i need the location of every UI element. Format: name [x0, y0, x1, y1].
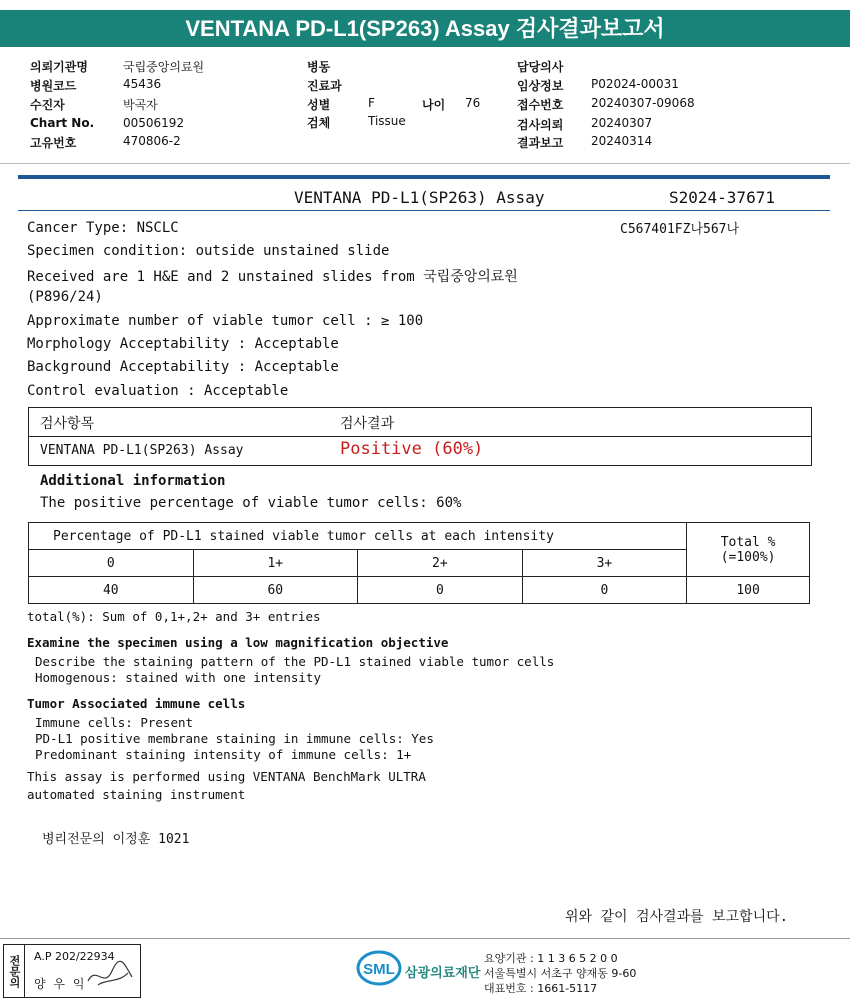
- report-line: Approximate number of viable tumor cell : ≥ 100: [27, 313, 424, 329]
- table-row: [29, 577, 810, 604]
- additional-info-text: The positive percentage of viable tumor cells: 60%: [40, 495, 462, 511]
- report-line: (P896/24): [27, 289, 103, 305]
- intensity-level: 1+: [193, 550, 358, 577]
- immune-line: Immune cells: Present: [35, 715, 194, 730]
- header-value: 박곡자: [123, 98, 158, 112]
- header-label: Chart No.: [30, 116, 95, 130]
- intensity-total: 100: [687, 577, 810, 604]
- intensity-level: 3+: [522, 550, 687, 577]
- intensity-value: 40: [29, 577, 194, 604]
- exam-line: Homogenous: stained with one intensity: [35, 670, 321, 685]
- immune-line: Predominant staining intensity of immune cells: 1+: [35, 747, 412, 762]
- stamp-line-2: 양 우 익: [34, 977, 87, 991]
- header-label: 고유번호: [30, 136, 77, 150]
- additional-info-title: Additional information: [40, 473, 226, 489]
- header-value: 20240307-09068: [591, 96, 695, 110]
- immune-title: Tumor Associated immune cells: [27, 696, 246, 711]
- total-header-line-2: (=100%): [720, 549, 776, 565]
- header-label: 진료과: [307, 79, 342, 93]
- result-table: [28, 407, 812, 466]
- specimen-code: C567401FZ나567나: [620, 222, 740, 237]
- header-label: 병동: [307, 60, 331, 74]
- sml-logo-icon: [356, 950, 402, 986]
- signature-icon: [84, 959, 136, 991]
- stamp-side-label: 전문의: [4, 945, 25, 997]
- footer-address-line: 요양기관 : 1 1 3 6 5 2 0 0: [484, 952, 618, 965]
- header-label: 성별: [307, 98, 331, 112]
- total-header: [687, 523, 810, 577]
- report-line: Control evaluation : Acceptable: [27, 383, 289, 399]
- age-value: 76: [465, 96, 481, 110]
- logo-text: SML: [363, 961, 395, 978]
- result-value: Positive (60%): [340, 439, 484, 459]
- intensity-value: 0: [522, 577, 687, 604]
- org-name: 삼광의료재단: [405, 966, 481, 981]
- header-label: 병원코드: [30, 79, 77, 93]
- footer-divider: [0, 938, 850, 939]
- header-value: Tissue: [368, 114, 406, 128]
- closing-statement: 위와 같이 검사결과를 보고합니다.: [565, 909, 789, 925]
- report-sub-rule: [18, 210, 830, 211]
- assay-note: automated staining instrument: [27, 787, 246, 802]
- report-line: Morphology Acceptability : Acceptable: [27, 336, 339, 352]
- result-header-item: 검사항목: [40, 416, 95, 432]
- header-label: 접수번호: [517, 98, 564, 112]
- total-header-line-1: Total %: [720, 534, 776, 550]
- report-line: Received are 1 H&E and 2 unstained slides from 국립중앙의료원: [27, 269, 518, 285]
- report-top-rule: [18, 175, 830, 179]
- header-value: 20240314: [591, 134, 653, 148]
- report-title-bar: [0, 10, 850, 47]
- header-label: 검사의뢰: [517, 118, 564, 132]
- report-line: Cancer Type: NSCLC: [27, 220, 179, 236]
- age-label: 나이: [422, 98, 446, 112]
- result-header-result: 검사결과: [340, 416, 395, 432]
- intensity-level: 0: [29, 550, 194, 577]
- header-label: 임상정보: [517, 79, 564, 93]
- exam-title: Examine the specimen using a low magnification objective: [27, 635, 449, 650]
- assay-note: This assay is performed using VENTANA BenchMark ULTRA: [27, 769, 426, 784]
- result-table-divider: [29, 436, 811, 437]
- header-label: 결과보고: [517, 136, 564, 150]
- footer-address-line: 대표번호 : 1661-5117: [484, 982, 598, 995]
- intensity-table: [28, 522, 810, 604]
- assay-title: VENTANA PD-L1(SP263) Assay: [294, 188, 545, 207]
- header-value: 00506192: [123, 116, 185, 130]
- header-value: 20240307: [591, 116, 653, 130]
- stamp-line-1: A.P 202/22934: [34, 950, 115, 963]
- report-title: VENTANA PD-L1(SP263) Assay 검사결과보고서: [185, 16, 665, 41]
- intensity-level: 2+: [358, 550, 523, 577]
- header-value: F: [368, 96, 375, 110]
- specialist-stamp: [3, 944, 141, 998]
- footer-address-line: 서울특별시 서초구 양재동 9-60: [484, 967, 637, 980]
- header-value: 45436: [123, 77, 162, 91]
- header-label: 담당의사: [517, 60, 564, 74]
- intensity-value: 0: [358, 577, 523, 604]
- report-line: Specimen condition: outside unstained slide: [27, 243, 390, 259]
- table-row: [29, 523, 810, 550]
- header-label: 수진자: [30, 98, 65, 112]
- header-value: 국립중앙의료원: [123, 60, 205, 74]
- intensity-header: Percentage of PD-L1 stained viable tumor cells at each intensity: [29, 523, 687, 550]
- header-value: P02024-00031: [591, 77, 679, 91]
- intensity-value: 60: [193, 577, 358, 604]
- total-note: total(%): Sum of 0,1+,2+ and 3+ entries: [27, 609, 321, 624]
- report-line: Background Acceptability : Acceptable: [27, 359, 339, 375]
- result-item: VENTANA PD-L1(SP263) Assay: [40, 443, 244, 458]
- exam-line: Describe the staining pattern of the PD-L1 stained viable tumor cells: [35, 654, 555, 669]
- header-value: 470806-2: [123, 134, 181, 148]
- header-label: 의뢰기관명: [30, 60, 88, 74]
- pathologist-signature: 병리전문의 이정훈 1021: [42, 832, 190, 847]
- report-number: S2024-37671: [669, 188, 775, 207]
- immune-line: PD-L1 positive membrane staining in immune cells: Yes: [35, 731, 434, 746]
- header-label: 검체: [307, 116, 331, 130]
- header-divider: [0, 163, 850, 164]
